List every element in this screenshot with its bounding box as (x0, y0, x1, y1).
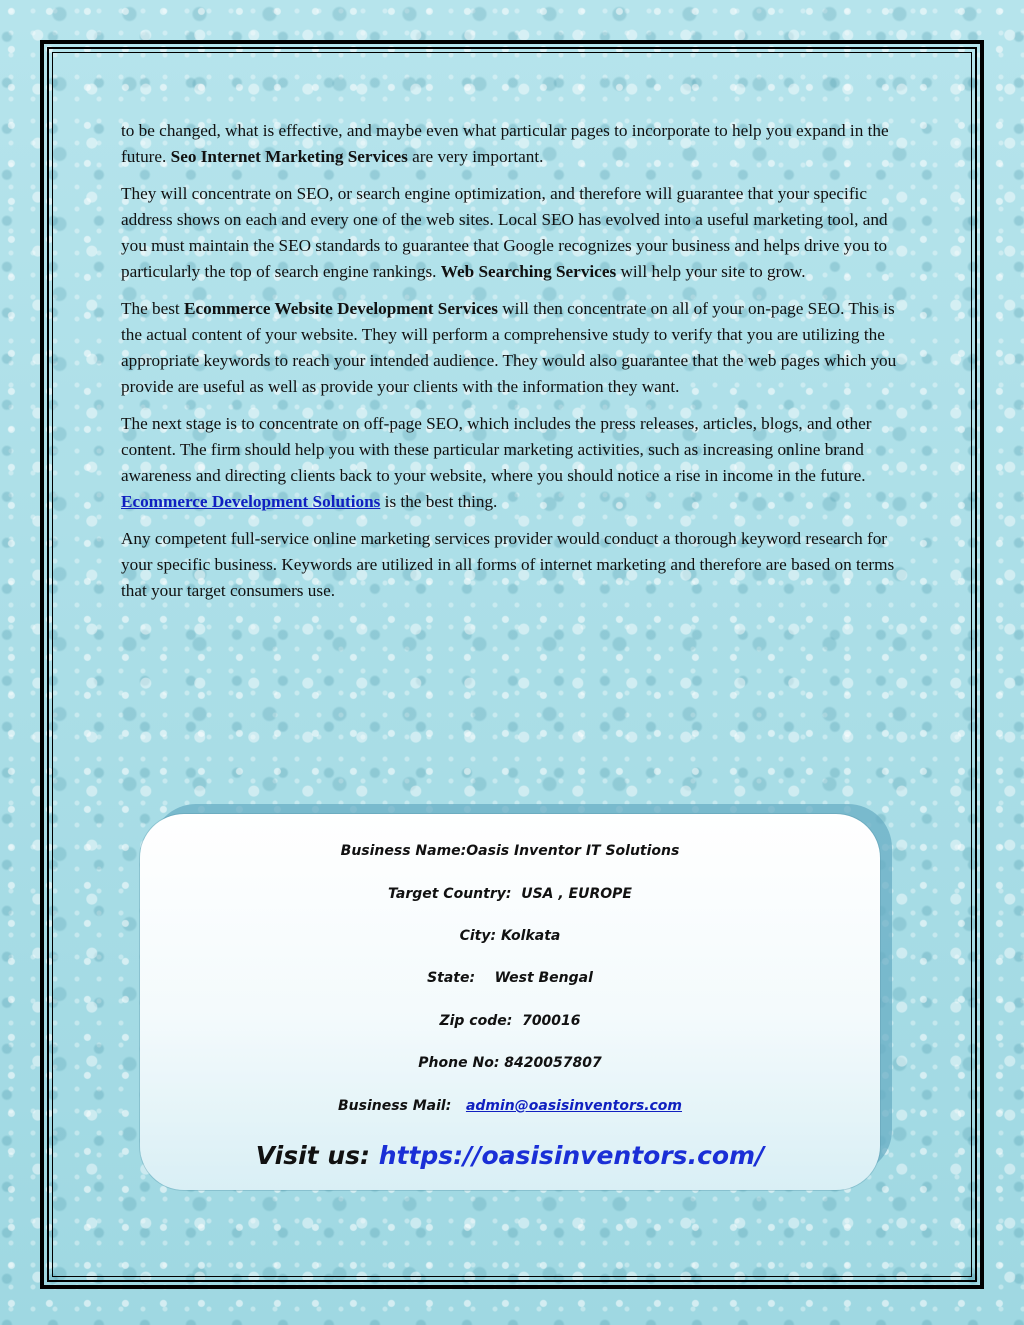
paragraph-2 (121, 181, 903, 285)
target-country: Target Country: USA , EUROPE (387, 886, 632, 902)
paragraph-2-text: They will concentrate on SEO, or search engine optimization, and therefore will guarantee that your specific address shows on each and every one of the web sites. Local SEO has evolved into a useful marketing tool, and you must maintain the SEO standards to guarantee that Google recognizes your business and helps drive you to particularly the top of search engine rankings. (121, 184, 888, 281)
paragraph-3-tail: will then concentrate on all of your on-page SEO. This is the actual content of your website. They will perform a comprehensive study to verify that you are utilizing the appropriate keywords to reach your intended audience. They would also guarantee that the web pages which you provide are useful as well as provide your clients with the information they want. (121, 299, 897, 396)
paragraph-5 (121, 526, 903, 604)
business-name: Business Name:Oasis Inventor IT Solutions (340, 843, 680, 859)
article-body (121, 118, 903, 615)
phone-number: Phone No: 8420057807 (418, 1055, 602, 1071)
keyword-ecommerce-website-development-services: Ecommerce Website Development Services (184, 299, 498, 318)
ecommerce-development-solutions-link[interactable]: Ecommerce Development Solutions (121, 492, 381, 511)
paragraph-3-text: The best (121, 299, 185, 318)
visit-us-label: Visit us: (255, 1141, 379, 1170)
paragraph-2-tail: will help your site to grow. (616, 262, 806, 281)
visit-us (140, 1140, 880, 1172)
keyword-seo-internet-marketing-services: Seo Internet Marketing Services (170, 147, 408, 166)
paragraph-5-text: Any competent full-service online marketing services provider would conduct a thorough keyword research for your specific business. Keywords are utilized in all forms of internet marketing and therefore are based on terms that your target consumers use. (121, 529, 895, 600)
paragraph-1 (121, 118, 903, 170)
keyword-web-searching-services: Web Searching Services (440, 262, 617, 281)
business-info-card (140, 814, 880, 1190)
website-url-link[interactable]: https://oasisinventors.com/ (378, 1141, 765, 1170)
paragraph-3 (121, 296, 903, 400)
paragraph-1-text: to be changed, what is effective, and maybe even what particular pages to incorporate to help you expand in the future. (121, 121, 889, 166)
city: City: Kolkata (459, 928, 561, 944)
state: State: West Bengal (427, 970, 593, 986)
business-mail (140, 1097, 880, 1115)
paragraph-4-text: The next stage is to concentrate on off-page SEO, which includes the press releases, articles, blogs, and other content. The firm should help you with these particular marketing activities, such as increasing online brand awareness and directing clients back to your website, where you should notice a rise in income in the future. (121, 414, 872, 485)
business-mail-label: Business Mail: (337, 1098, 466, 1114)
paragraph-4 (121, 411, 903, 515)
paragraph-1-tail: are very important. (407, 147, 544, 166)
business-mail-link[interactable]: admin@oasisinventors.com (465, 1098, 683, 1114)
paragraph-4-tail: is the best thing. (380, 492, 498, 511)
zip-code: Zip code: 700016 (439, 1013, 581, 1029)
